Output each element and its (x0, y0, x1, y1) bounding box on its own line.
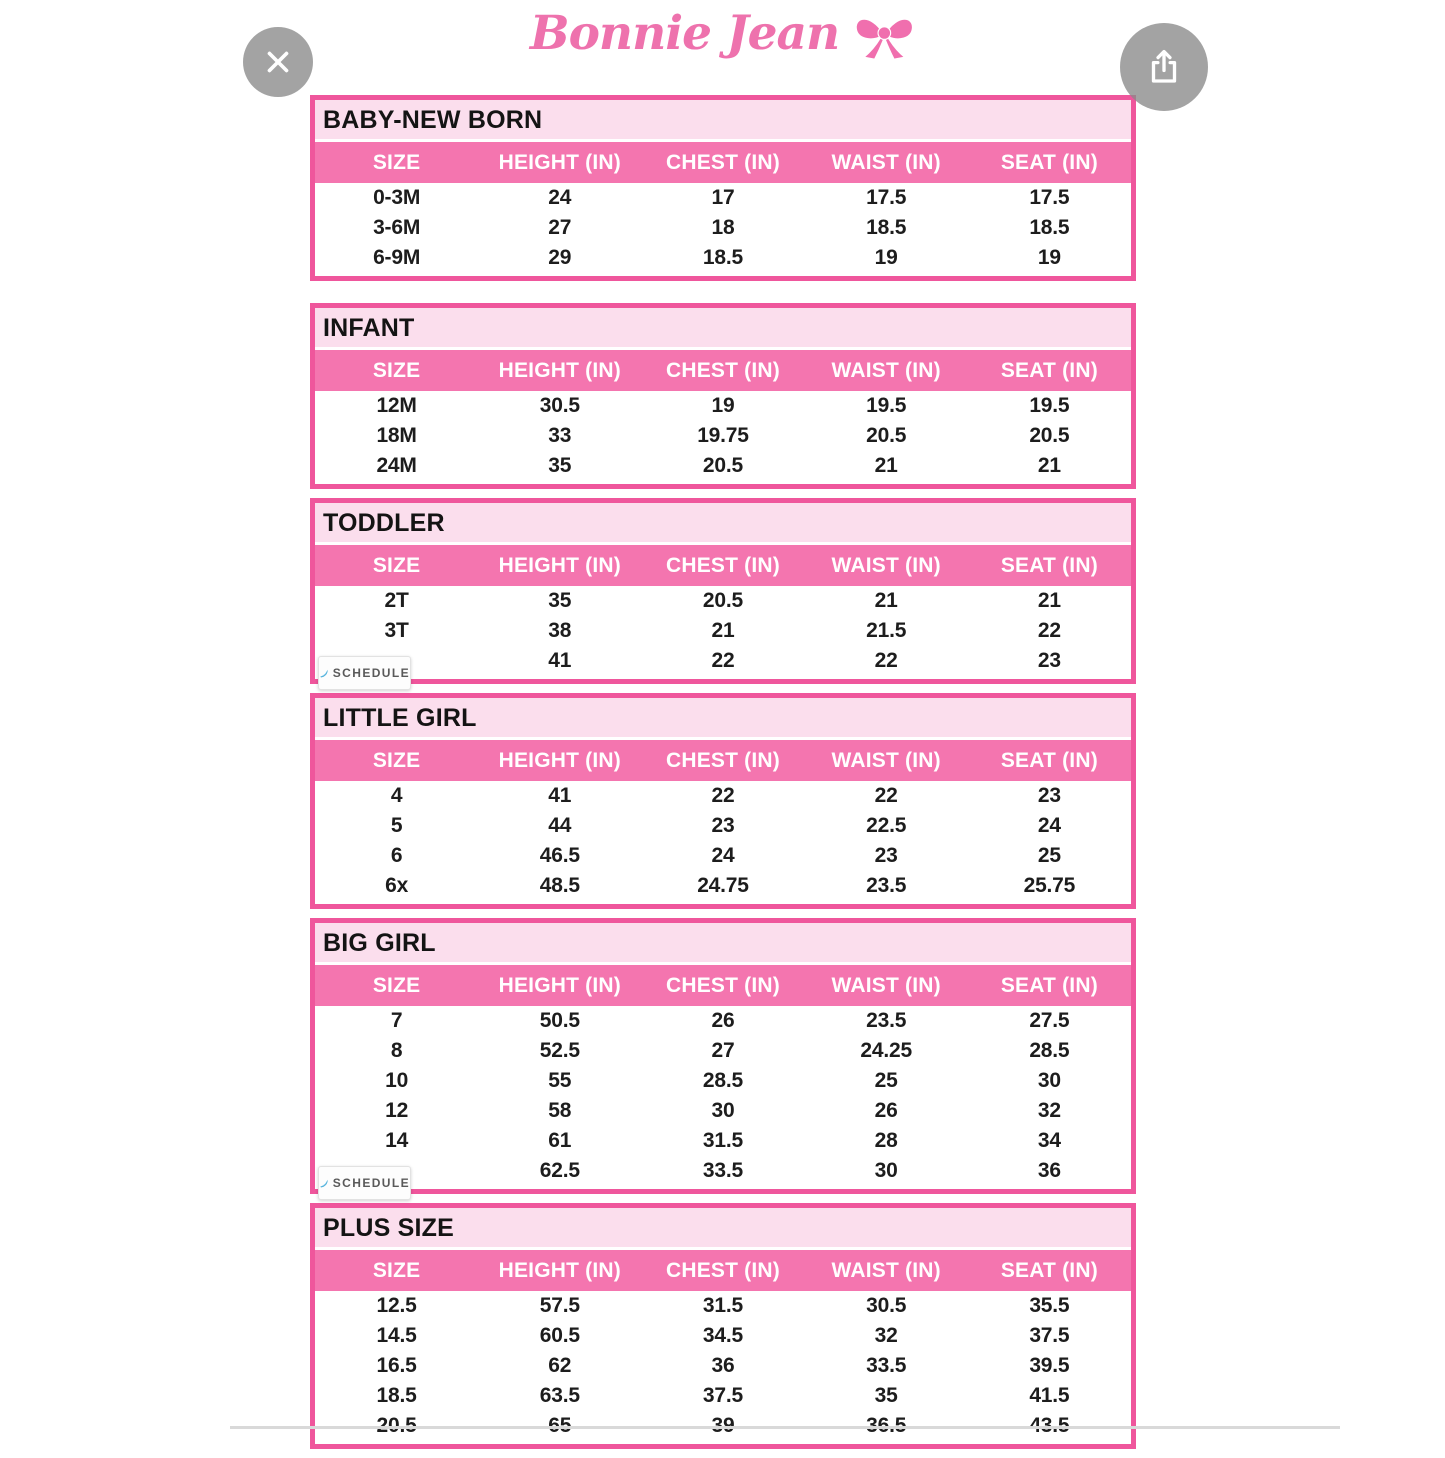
table-cell: 32 (874, 1324, 898, 1347)
table-cell: 27 (548, 216, 572, 239)
table-row (315, 646, 1131, 676)
column-header: HEIGHT (IN) (478, 740, 641, 781)
table-cell: 19 (711, 394, 735, 417)
column-header: CHEST (IN) (641, 740, 804, 781)
table-cell: 62 (548, 1354, 572, 1377)
table-cell: 26 (711, 1009, 735, 1032)
table-cell: 4 (390, 784, 403, 807)
close-button[interactable] (243, 27, 313, 97)
column-header: CHEST (IN) (641, 350, 804, 391)
column-header: WAIST (IN) (805, 545, 968, 586)
table-row (315, 586, 1131, 616)
bow-icon (853, 6, 915, 62)
table-cell: 22 (711, 649, 735, 672)
table-row (315, 811, 1131, 841)
table-header-row (315, 965, 1131, 1006)
table-cell: 34.5 (702, 1324, 743, 1347)
column-header: WAIST (IN) (805, 1250, 968, 1291)
share-icon (1143, 46, 1185, 88)
section-title: LITTLE GIRL (315, 698, 1131, 740)
table-cell: 23 (1037, 784, 1061, 807)
schedule-label: SCHEDULE (332, 666, 410, 680)
table-cell: 41 (548, 649, 572, 672)
brand-logo (530, 6, 915, 62)
table-header-row (315, 350, 1131, 391)
section-title: PLUS SIZE (315, 1208, 1131, 1250)
table-cell: 24M (376, 454, 417, 477)
table-cell: 23.5 (866, 874, 907, 897)
table-cell: 18M (376, 424, 417, 447)
table-cell: 36 (1037, 1159, 1061, 1182)
table-row (315, 1291, 1131, 1321)
table-cell: 21 (1037, 589, 1061, 612)
table-cell: 22 (874, 649, 898, 672)
table-header-row (315, 740, 1131, 781)
column-header: HEIGHT (IN) (478, 1250, 641, 1291)
share-button[interactable] (1120, 23, 1208, 111)
table-row (315, 871, 1131, 901)
table-cell: 26 (874, 1099, 898, 1122)
table-cell: 46.5 (539, 844, 580, 867)
table-cell: 5 (390, 814, 403, 837)
table-cell: 23 (711, 814, 735, 837)
table-cell: 19 (1037, 246, 1061, 269)
table-row (315, 391, 1131, 421)
table-cell: 19.5 (1029, 394, 1070, 417)
table-cell: 22.5 (866, 814, 907, 837)
table-cell: 7 (390, 1009, 403, 1032)
table-header-row (315, 142, 1131, 183)
table-cell: 17.5 (866, 186, 907, 209)
table-row (315, 1156, 1131, 1186)
table-cell: 35 (548, 589, 572, 612)
table-cell: 37.5 (1029, 1324, 1070, 1347)
table-cell: 33.5 (866, 1354, 907, 1377)
table-cell: 23.5 (866, 1009, 907, 1032)
schedule-swoosh-icon (319, 1176, 330, 1191)
table-cell: 24.25 (860, 1039, 912, 1062)
table-cell: 20.5 (702, 454, 743, 477)
table-cell: 35 (548, 454, 572, 477)
table-cell: 12M (376, 394, 417, 417)
schedule-swoosh-icon (319, 666, 330, 681)
table-cell: 31.5 (702, 1129, 743, 1152)
table-cell: 37.5 (702, 1384, 743, 1407)
table-cell: 6-9M (373, 246, 421, 269)
column-header: WAIST (IN) (805, 965, 968, 1006)
table-row (315, 1096, 1131, 1126)
section-title: INFANT (315, 308, 1131, 350)
table-cell: 12 (385, 1099, 409, 1122)
table-cell: 33 (548, 424, 572, 447)
table-cell: 17 (711, 186, 735, 209)
table-cell: 12.5 (376, 1294, 417, 1317)
column-header: WAIST (IN) (805, 350, 968, 391)
schedule-watermark[interactable] (318, 656, 411, 690)
column-header: WAIST (IN) (805, 740, 968, 781)
table-cell: 24 (1037, 814, 1061, 837)
column-header: SIZE (315, 965, 478, 1006)
table-cell: 19.75 (697, 424, 749, 447)
table-row (315, 1066, 1131, 1096)
table-cell: 22 (711, 784, 735, 807)
table-cell: 21 (874, 589, 898, 612)
table-cell: 21 (711, 619, 735, 642)
table-cell: 41 (548, 784, 572, 807)
table-cell: 60.5 (539, 1324, 580, 1347)
bottom-divider (230, 1426, 1340, 1429)
size-table (315, 142, 1131, 273)
table-cell: 21 (874, 454, 898, 477)
section-title: BABY-NEW BORN (315, 100, 1131, 142)
table-cell: 22 (874, 784, 898, 807)
table-cell: 30 (874, 1159, 898, 1182)
table-cell: 14.5 (376, 1324, 417, 1347)
column-header: SEAT (IN) (968, 740, 1131, 781)
schedule-watermark[interactable] (318, 1166, 411, 1200)
table-cell: 20.5 (702, 589, 743, 612)
table-cell: 28.5 (702, 1069, 743, 1092)
size-table (315, 740, 1131, 901)
table-cell: 0-3M (373, 186, 421, 209)
table-row (315, 1006, 1131, 1036)
table-cell: 41.5 (1029, 1384, 1070, 1407)
table-cell: 21 (1037, 454, 1061, 477)
table-row (315, 183, 1131, 213)
table-cell: 3T (384, 619, 409, 642)
table-cell: 34 (1037, 1129, 1061, 1152)
size-table (315, 545, 1131, 676)
column-header: WAIST (IN) (805, 142, 968, 183)
column-header: SEAT (IN) (968, 965, 1131, 1006)
table-cell: 57.5 (539, 1294, 580, 1317)
table-cell: 50.5 (539, 1009, 580, 1032)
table-header-row (315, 1250, 1131, 1291)
column-header: SEAT (IN) (968, 545, 1131, 586)
table-cell: 14 (385, 1129, 409, 1152)
section-title: BIG GIRL (315, 923, 1131, 965)
table-cell: 3-6M (373, 216, 421, 239)
table-cell: 19 (874, 246, 898, 269)
table-cell: 18.5 (702, 246, 743, 269)
table-cell: 52.5 (539, 1039, 580, 1062)
table-cell: 30.5 (866, 1294, 907, 1317)
size-table (315, 965, 1131, 1186)
column-header: HEIGHT (IN) (478, 142, 641, 183)
column-header: SIZE (315, 142, 478, 183)
table-cell: 24.75 (697, 874, 749, 897)
column-header: HEIGHT (IN) (478, 350, 641, 391)
column-header: SIZE (315, 1250, 478, 1291)
table-cell: 38 (548, 619, 572, 642)
size-section (310, 303, 1136, 489)
table-cell: 62.5 (539, 1159, 580, 1182)
table-cell: 61 (548, 1129, 572, 1152)
table-cell: 6x (385, 874, 409, 897)
size-section (310, 1203, 1136, 1449)
size-section (310, 498, 1136, 684)
table-cell: 18.5 (376, 1384, 417, 1407)
close-icon (261, 45, 295, 79)
table-cell: 58 (548, 1099, 572, 1122)
table-row (315, 1381, 1131, 1411)
size-chart (310, 95, 1136, 1458)
table-cell: 39.5 (1029, 1354, 1070, 1377)
table-cell: 29 (548, 246, 572, 269)
table-cell: 19.5 (866, 394, 907, 417)
table-cell: 48.5 (539, 874, 580, 897)
table-row (315, 616, 1131, 646)
size-table (315, 350, 1131, 481)
table-cell: 8 (390, 1039, 403, 1062)
table-row (315, 1351, 1131, 1381)
table-cell: 23 (874, 844, 898, 867)
table-row (315, 1036, 1131, 1066)
table-cell: 27 (711, 1039, 735, 1062)
table-cell: 20.5 (1029, 424, 1070, 447)
table-cell: 35 (874, 1384, 898, 1407)
table-cell: 25 (874, 1069, 898, 1092)
table-row (315, 1126, 1131, 1156)
column-header: SEAT (IN) (968, 142, 1131, 183)
table-cell: 30.5 (539, 394, 580, 417)
column-header: CHEST (IN) (641, 965, 804, 1006)
table-cell: 30 (1037, 1069, 1061, 1092)
table-cell: 28 (874, 1129, 898, 1152)
table-cell: 18.5 (866, 216, 907, 239)
schedule-label: SCHEDULE (332, 1176, 410, 1190)
table-header-row (315, 545, 1131, 586)
table-cell: 6 (390, 844, 403, 867)
table-cell: 24 (711, 844, 735, 867)
table-cell: 23 (1037, 649, 1061, 672)
size-section (310, 693, 1136, 909)
column-header: CHEST (IN) (641, 545, 804, 586)
table-row (315, 451, 1131, 481)
table-cell: 2T (384, 589, 409, 612)
table-cell: 24 (548, 186, 572, 209)
table-cell: 25.75 (1023, 874, 1076, 897)
table-cell: 16.5 (376, 1354, 417, 1377)
table-cell: 21.5 (866, 619, 907, 642)
table-cell: 22 (1037, 619, 1061, 642)
column-header: SIZE (315, 545, 478, 586)
column-header: SEAT (IN) (968, 1250, 1131, 1291)
table-cell: 35.5 (1029, 1294, 1070, 1317)
column-header: SIZE (315, 740, 478, 781)
column-header: CHEST (IN) (641, 1250, 804, 1291)
column-header: SIZE (315, 350, 478, 391)
table-cell: 28.5 (1029, 1039, 1070, 1062)
size-table (315, 1250, 1131, 1441)
table-row (315, 243, 1131, 273)
brand-logo-text: Bonnie Jean (529, 6, 840, 61)
table-row (315, 421, 1131, 451)
table-cell: 63.5 (539, 1384, 580, 1407)
table-cell: 44 (548, 814, 572, 837)
table-cell: 17.5 (1029, 186, 1070, 209)
table-cell: 32 (1037, 1099, 1061, 1122)
table-cell: 10 (385, 1069, 409, 1092)
table-cell: 20.5 (866, 424, 907, 447)
table-cell: 25 (1037, 844, 1061, 867)
table-cell: 55 (548, 1069, 572, 1092)
table-cell: 36 (711, 1354, 735, 1377)
table-row (315, 1321, 1131, 1351)
size-section (310, 95, 1136, 281)
table-cell: 18 (711, 216, 735, 239)
table-cell: 30 (711, 1099, 735, 1122)
column-header: HEIGHT (IN) (478, 545, 641, 586)
table-row (315, 841, 1131, 871)
section-title: TODDLER (315, 503, 1131, 545)
table-cell: 33.5 (702, 1159, 743, 1182)
table-cell: 31.5 (702, 1294, 743, 1317)
table-row (315, 781, 1131, 811)
table-row (315, 213, 1131, 243)
column-header: HEIGHT (IN) (478, 965, 641, 1006)
size-section (310, 918, 1136, 1194)
table-cell: 27.5 (1029, 1009, 1070, 1032)
table-cell: 18.5 (1029, 216, 1070, 239)
column-header: CHEST (IN) (641, 142, 804, 183)
column-header: SEAT (IN) (968, 350, 1131, 391)
